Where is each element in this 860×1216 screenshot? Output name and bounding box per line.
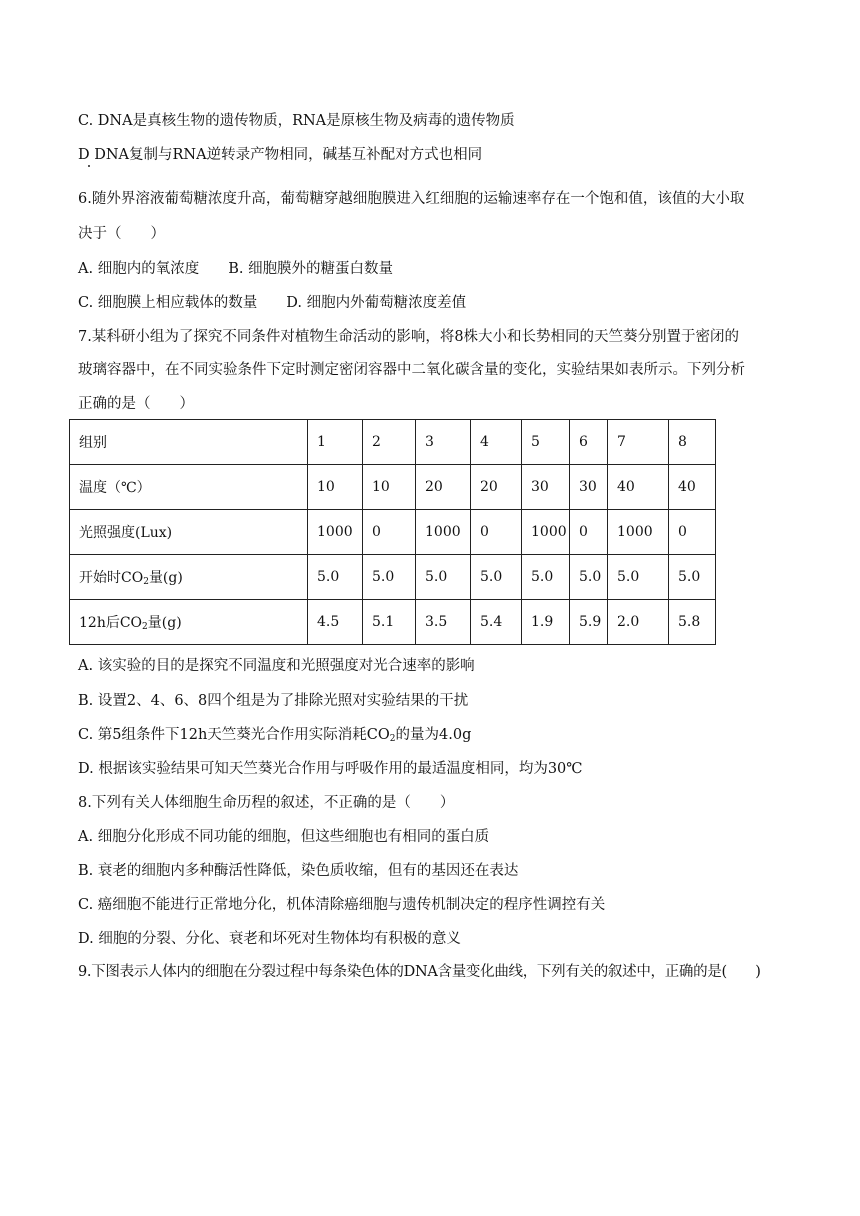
experiment-table xyxy=(69,419,716,645)
table-cell: 3 xyxy=(416,420,471,465)
table-row-light xyxy=(70,510,716,555)
table-row-temperature xyxy=(70,465,716,510)
q7-option-c-pre: C. 第5组条件下12h天竺葵光合作用实际消耗CO xyxy=(78,727,390,743)
table-cell: 4.5 xyxy=(308,600,363,645)
table-cell: 10 xyxy=(308,465,363,510)
table-cell: 30 xyxy=(570,465,608,510)
row-label xyxy=(70,600,308,645)
table-cell: 4 xyxy=(471,420,522,465)
row-label-post: 量(g) xyxy=(147,615,182,631)
q8-option-c: C. 癌细胞不能进行正常地分化，机体清除癌细胞与遗传机制决定的程序性调控有关 xyxy=(78,897,606,913)
q7-stem-line-3: 正确的是（ ） xyxy=(78,396,194,412)
table-cell: 40 xyxy=(608,465,669,510)
table-cell: 30 xyxy=(522,465,570,510)
table-row-group xyxy=(70,420,716,465)
table-cell: 5.8 xyxy=(669,600,716,645)
table-cell: 5.0 xyxy=(416,555,471,600)
row-label: 温度（℃） xyxy=(70,465,308,510)
q7-stem-line-2: 玻璃容器中，在不同实验条件下定时测定密闭容器中二氧化碳含量的变化，实验结果如表所示。下列分析 xyxy=(78,362,745,378)
q7-option-b: B. 设置2、4、6、8四个组是为了排除光照对实验结果的干扰 xyxy=(78,693,469,709)
table-cell: 40 xyxy=(669,465,716,510)
q6-options-cd: C. 细胞膜上相应载体的数量 D. 细胞内外葡萄糖浓度差值 xyxy=(78,295,467,311)
q8-stem: 8.下列有关人体细胞生命历程的叙述，不正确的是（ ） xyxy=(78,795,455,811)
q7-option-c xyxy=(78,725,471,749)
table-cell: 5 xyxy=(522,420,570,465)
q5-option-d: D DNA复制与RNA逆转录产物相同，碱基互补配对方式也相同 xyxy=(78,147,483,163)
q7-option-c-post: 的量为4.0g xyxy=(395,727,472,743)
table-cell: 5.0 xyxy=(308,555,363,600)
q7-stem-line-1: 7.某科研小组为了探究不同条件对植物生命活动的影响，将8株大小和长势相同的天竺葵分别置于密闭的 xyxy=(78,329,740,345)
row-label xyxy=(70,555,308,600)
table-row-start-co2 xyxy=(70,555,716,600)
row-label: 光照强度(Lux) xyxy=(70,510,308,555)
table-cell: 1000 xyxy=(416,510,471,555)
row-label-post: 量(g) xyxy=(148,570,183,586)
table-cell: 8 xyxy=(669,420,716,465)
q6-options-ab: A. 细胞内的氧浓度 B. 细胞膜外的糖蛋白数量 xyxy=(78,261,394,277)
table-cell: 0 xyxy=(363,510,416,555)
table-cell: 1000 xyxy=(608,510,669,555)
table-cell: 5.0 xyxy=(608,555,669,600)
table-cell: 0 xyxy=(669,510,716,555)
table-cell: 20 xyxy=(471,465,522,510)
q8-option-b: B. 衰老的细胞内多种酶活性降低，染色质收缩，但有的基因还在表达 xyxy=(78,863,519,879)
row-label-pre: 开始时CO xyxy=(79,570,144,586)
table-cell: 1000 xyxy=(522,510,570,555)
stray-dot xyxy=(88,165,90,167)
table-cell: 0 xyxy=(471,510,522,555)
table-cell: 1.9 xyxy=(522,600,570,645)
table-cell: 0 xyxy=(570,510,608,555)
table-cell: 1 xyxy=(308,420,363,465)
q8-option-a: A. 细胞分化形成不同功能的细胞，但这些细胞也有相同的蛋白质 xyxy=(78,829,490,845)
table-cell: 5.1 xyxy=(363,600,416,645)
table-cell: 5.0 xyxy=(471,555,522,600)
table-row-after-co2 xyxy=(70,600,716,645)
q6-stem-line-1: 6.随外界溶液葡萄糖浓度升高，葡萄糖穿越细胞膜进入红细胞的运输速率存在一个饱和值，该值的大小取 xyxy=(78,191,745,207)
table-cell: 3.5 xyxy=(416,600,471,645)
q7-option-d: D. 根据该实验结果可知天竺葵光合作用与呼吸作用的最适温度相同，均为30℃ xyxy=(78,761,583,777)
table-cell: 2.0 xyxy=(608,600,669,645)
co2-subscript: 2 xyxy=(142,622,148,632)
table-cell: 5.0 xyxy=(522,555,570,600)
q5-option-c: C. DNA是真核生物的遗传物质，RNA是原核生物及病毒的遗传物质 xyxy=(78,113,515,129)
q6-stem-line-2: 决于（ ） xyxy=(78,226,165,242)
table-cell: 5.9 xyxy=(570,600,608,645)
q7-option-a: A. 该实验的目的是探究不同温度和光照强度对光合速率的影响 xyxy=(78,658,475,674)
table-cell: 10 xyxy=(363,465,416,510)
q8-option-d: D. 细胞的分裂、分化、衰老和坏死对生物体均有积极的意义 xyxy=(78,931,461,947)
q9-stem: 9.下图表示人体内的细胞在分裂过程中每条染色体的DNA含量变化曲线，下列有关的叙述中，正确的是( ) xyxy=(78,964,761,980)
table-cell: 7 xyxy=(608,420,669,465)
table-cell: 20 xyxy=(416,465,471,510)
row-label: 组别 xyxy=(70,420,308,465)
table-cell: 5.0 xyxy=(363,555,416,600)
table-cell: 5.0 xyxy=(669,555,716,600)
table-cell: 1000 xyxy=(308,510,363,555)
table-cell: 2 xyxy=(363,420,416,465)
co2-subscript: 2 xyxy=(143,577,149,587)
table-cell: 6 xyxy=(570,420,608,465)
co2-subscript: 2 xyxy=(389,734,396,744)
row-label-pre: 12h后CO xyxy=(79,615,143,631)
table-cell: 5.0 xyxy=(570,555,608,600)
table-cell: 5.4 xyxy=(471,600,522,645)
